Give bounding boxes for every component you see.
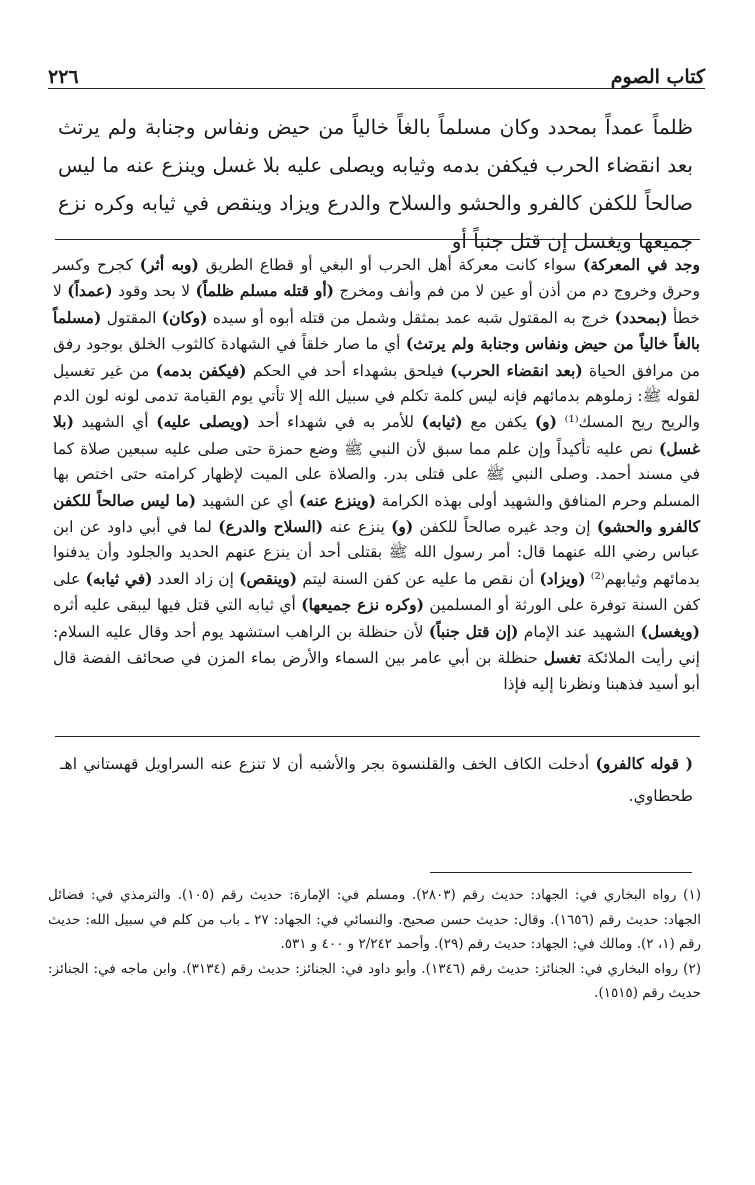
commentary-text: [53, 252, 700, 697]
commentary-segment: أي ثيابه التي قتل فيها ليبقى عليه أثره: [53, 596, 302, 615]
running-header: [48, 58, 705, 89]
commentary-bold-segment: (وكان): [161, 307, 208, 327]
commentary-bold-segment: (ويغسل): [640, 621, 700, 641]
commentary-bold-segment: (فيكفن بدمه): [155, 360, 247, 380]
commentary-segment: إن زاد العدد: [152, 569, 240, 588]
commentary-bold-segment: (ويزاد): [539, 568, 586, 588]
commentary-bold-segment: (وبه أثر): [139, 255, 199, 274]
footnote: (٢) رواه البخاري في: الجنائز: حديث رقم (١٣٤٦). وأبو داود في: الجنائز: حديث رقم (٣١٣٤). وابن ماجه في: الجنائز: حديث رقم (١٥١٥).: [48, 960, 701, 1001]
gloss-bold-segment: ( قوله كالفرو): [595, 754, 693, 773]
commentary-segment: إن وجد غيره صالحاً للكفن: [413, 518, 597, 537]
commentary-bold-segment: (و): [534, 412, 557, 432]
commentary-segment: أي ما صار خلقاً في الشهادة كالثوب الخلق بوجود رفق من مرافق الحياة: [53, 335, 700, 380]
commentary-segment: المقتول: [101, 308, 162, 327]
commentary-segment: أن نقص ما عليه عن كفن السنة ليتم: [297, 569, 540, 588]
commentary-segment: على كفن السنة توفرة على الورثة أو المسلمين: [53, 569, 700, 615]
footnotes: [48, 883, 701, 1006]
commentary-segment: حنظلة بن أبي عامر بين السماء والأرض بماء المزن في صحائف الفضة قال أبو أسيد فذهبنا ونظرنا إليه فإذا: [53, 649, 700, 693]
commentary-divider: [55, 736, 700, 737]
commentary-segment: خرج به المقتول شبه عمد بمثقل وشمل من قتله أبوه أو سيده: [207, 308, 615, 327]
commentary-bold-segment: (وينقص): [239, 568, 298, 588]
commentary-segment: كجرح وكسر وحرق وخروج دم من أذن أو عين لا من فم وأنف ومخرج: [53, 256, 700, 301]
gloss-segment: أدخلت الكاف الخف والقلنسوة بجر والأشبه أن لا تنزع عنه السراويل قهستاني اهـ طحطاوي.: [60, 755, 693, 805]
commentary-segment: فيلحق بشهداء أحد في الحكم: [246, 361, 451, 380]
commentary-segment: أي عن الشهيد: [196, 491, 299, 510]
commentary-bold-segment: (بمحدد): [614, 307, 668, 327]
commentary-bold-segment: وجد في المعركة): [582, 255, 700, 274]
commentary-segment: سواء كانت معركة أهل الحرب أو البغي أو قطاع الطريق: [198, 256, 583, 274]
commentary-bold-segment: تغسل: [543, 648, 582, 668]
commentary-segment: لا خطأ: [53, 282, 700, 327]
commentary-bold-segment: (السلاح والدرع): [218, 517, 324, 537]
commentary-segment: الشهيد عند الإمام: [518, 622, 641, 641]
page-number: ٢٢٦: [48, 66, 79, 88]
commentary-segment: نص عليه تأكيداً وإن علم مما سبق لأن النبي ﷺ وضع حمزة حتى صلى عليه سبعين صلاة كما في مسند أحمد. وصلى النبي ﷺ على قتلى بدر. والصلاة على الميت لإظهار كرامته حتى اختص بها المسلم وحرم المنافق والشهيد أولى بهذه الكرامة: [53, 439, 700, 510]
commentary-bold-segment: (وينزع عنه): [298, 490, 377, 510]
gloss-note: [60, 748, 693, 812]
commentary-segment: يكفن مع: [462, 413, 535, 432]
commentary-segment: أي الشهيد: [73, 413, 157, 432]
commentary-segment: لأن حنظلة بن الراهب استشهد يوم أحد وقال عليه السلام: إني رأيت الملائكة: [53, 622, 700, 668]
commentary-bold-segment: (وكره نزع جميعها): [301, 595, 424, 615]
chapter-title: كتاب الصوم: [610, 66, 705, 88]
commentary-bold-segment: (ما ليس صالحاً للكفن كالفرو والحشو): [53, 490, 700, 537]
footnote-divider: [430, 872, 692, 873]
main-divider: [55, 239, 700, 240]
main-text: ظلماً عمداً بمحدد وكان مسلماً بالغاً خالياً من حيض ونفاس وجنابة ولم يرتث بعد انقضاء الحرب فيكفن بدمه وثيابه ويصلى عليه بلا غسل وينزع عنه ما ليس صالحاً للكفن كالفرو والحشو والسلاح والدرع ويزاد وينقص في ثيابه وكره نزع جميعها ويغسل إن قتل جنباً أو: [58, 115, 693, 253]
commentary-bold-segment: (إن قتل جنباً): [428, 621, 519, 641]
footnote: (١) رواه البخاري في: الجهاد: حديث رقم (٢٨٠٣). ومسلم في: الإمارة: حديث رقم (١٠٥). والترمذي في: فضائل الجهاد: حديث رقم (١٦٥٦). وقال: حديث حسن صحيح. والنسائي في: الجهاد: ٢٧ ـ باب من كلم في سبيل الله: حديث رقم (١، ٢). ومالك في: الجهاد: حديث رقم (٢٩). وأحمد ٢/٢٤٢ و ٤٠٠ و ٥٣١.: [48, 887, 701, 952]
commentary-bold-segment: (بلا غسل): [53, 412, 700, 458]
commentary-bold-segment: (في ثيابه): [85, 568, 153, 588]
commentary-segment: من غير تغسيل لقوله ﷺ: زملوهم بدمائهم فإنه ليس كلمة تكلم في سبيل الله إلا تأتي يوم القيامة تدمى لونه لون الدم والريح ريح المسك: [53, 361, 700, 432]
commentary-bold-segment: (عمداً): [67, 281, 113, 301]
commentary-segment: ⁽²⁾: [590, 569, 605, 588]
commentary-bold-segment: (ثيابه): [421, 412, 463, 432]
commentary-bold-segment: (و): [391, 517, 414, 537]
commentary-segment: ينزع عنه: [323, 518, 392, 537]
commentary-bold-segment: (أو قتله مسلم ظلماً): [195, 281, 334, 301]
commentary-bold-segment: (بعد انقضاء الحرب): [450, 360, 583, 380]
commentary-segment: [557, 413, 565, 431]
commentary-segment: للأمر به في شهداء أحد: [249, 413, 422, 432]
commentary-segment: لما في أبي داود عن ابن عباس رضي الله عنهما قال: أمر رسول الله ﷺ بقتلى أحد أن ينزع عنهم الحديد والجلود وأن يدفنوا بدمائهم وثيابهم: [53, 518, 700, 588]
commentary-segment: لا بحد وقود: [112, 282, 196, 301]
commentary-bold-segment: (ويصلى عليه): [156, 412, 250, 432]
commentary-bold-segment: (مسلماً بالغاً خالياً من حيض ونفاس وجنابة ولم يرتث): [53, 307, 700, 354]
commentary-segment: ⁽¹⁾: [564, 413, 579, 432]
